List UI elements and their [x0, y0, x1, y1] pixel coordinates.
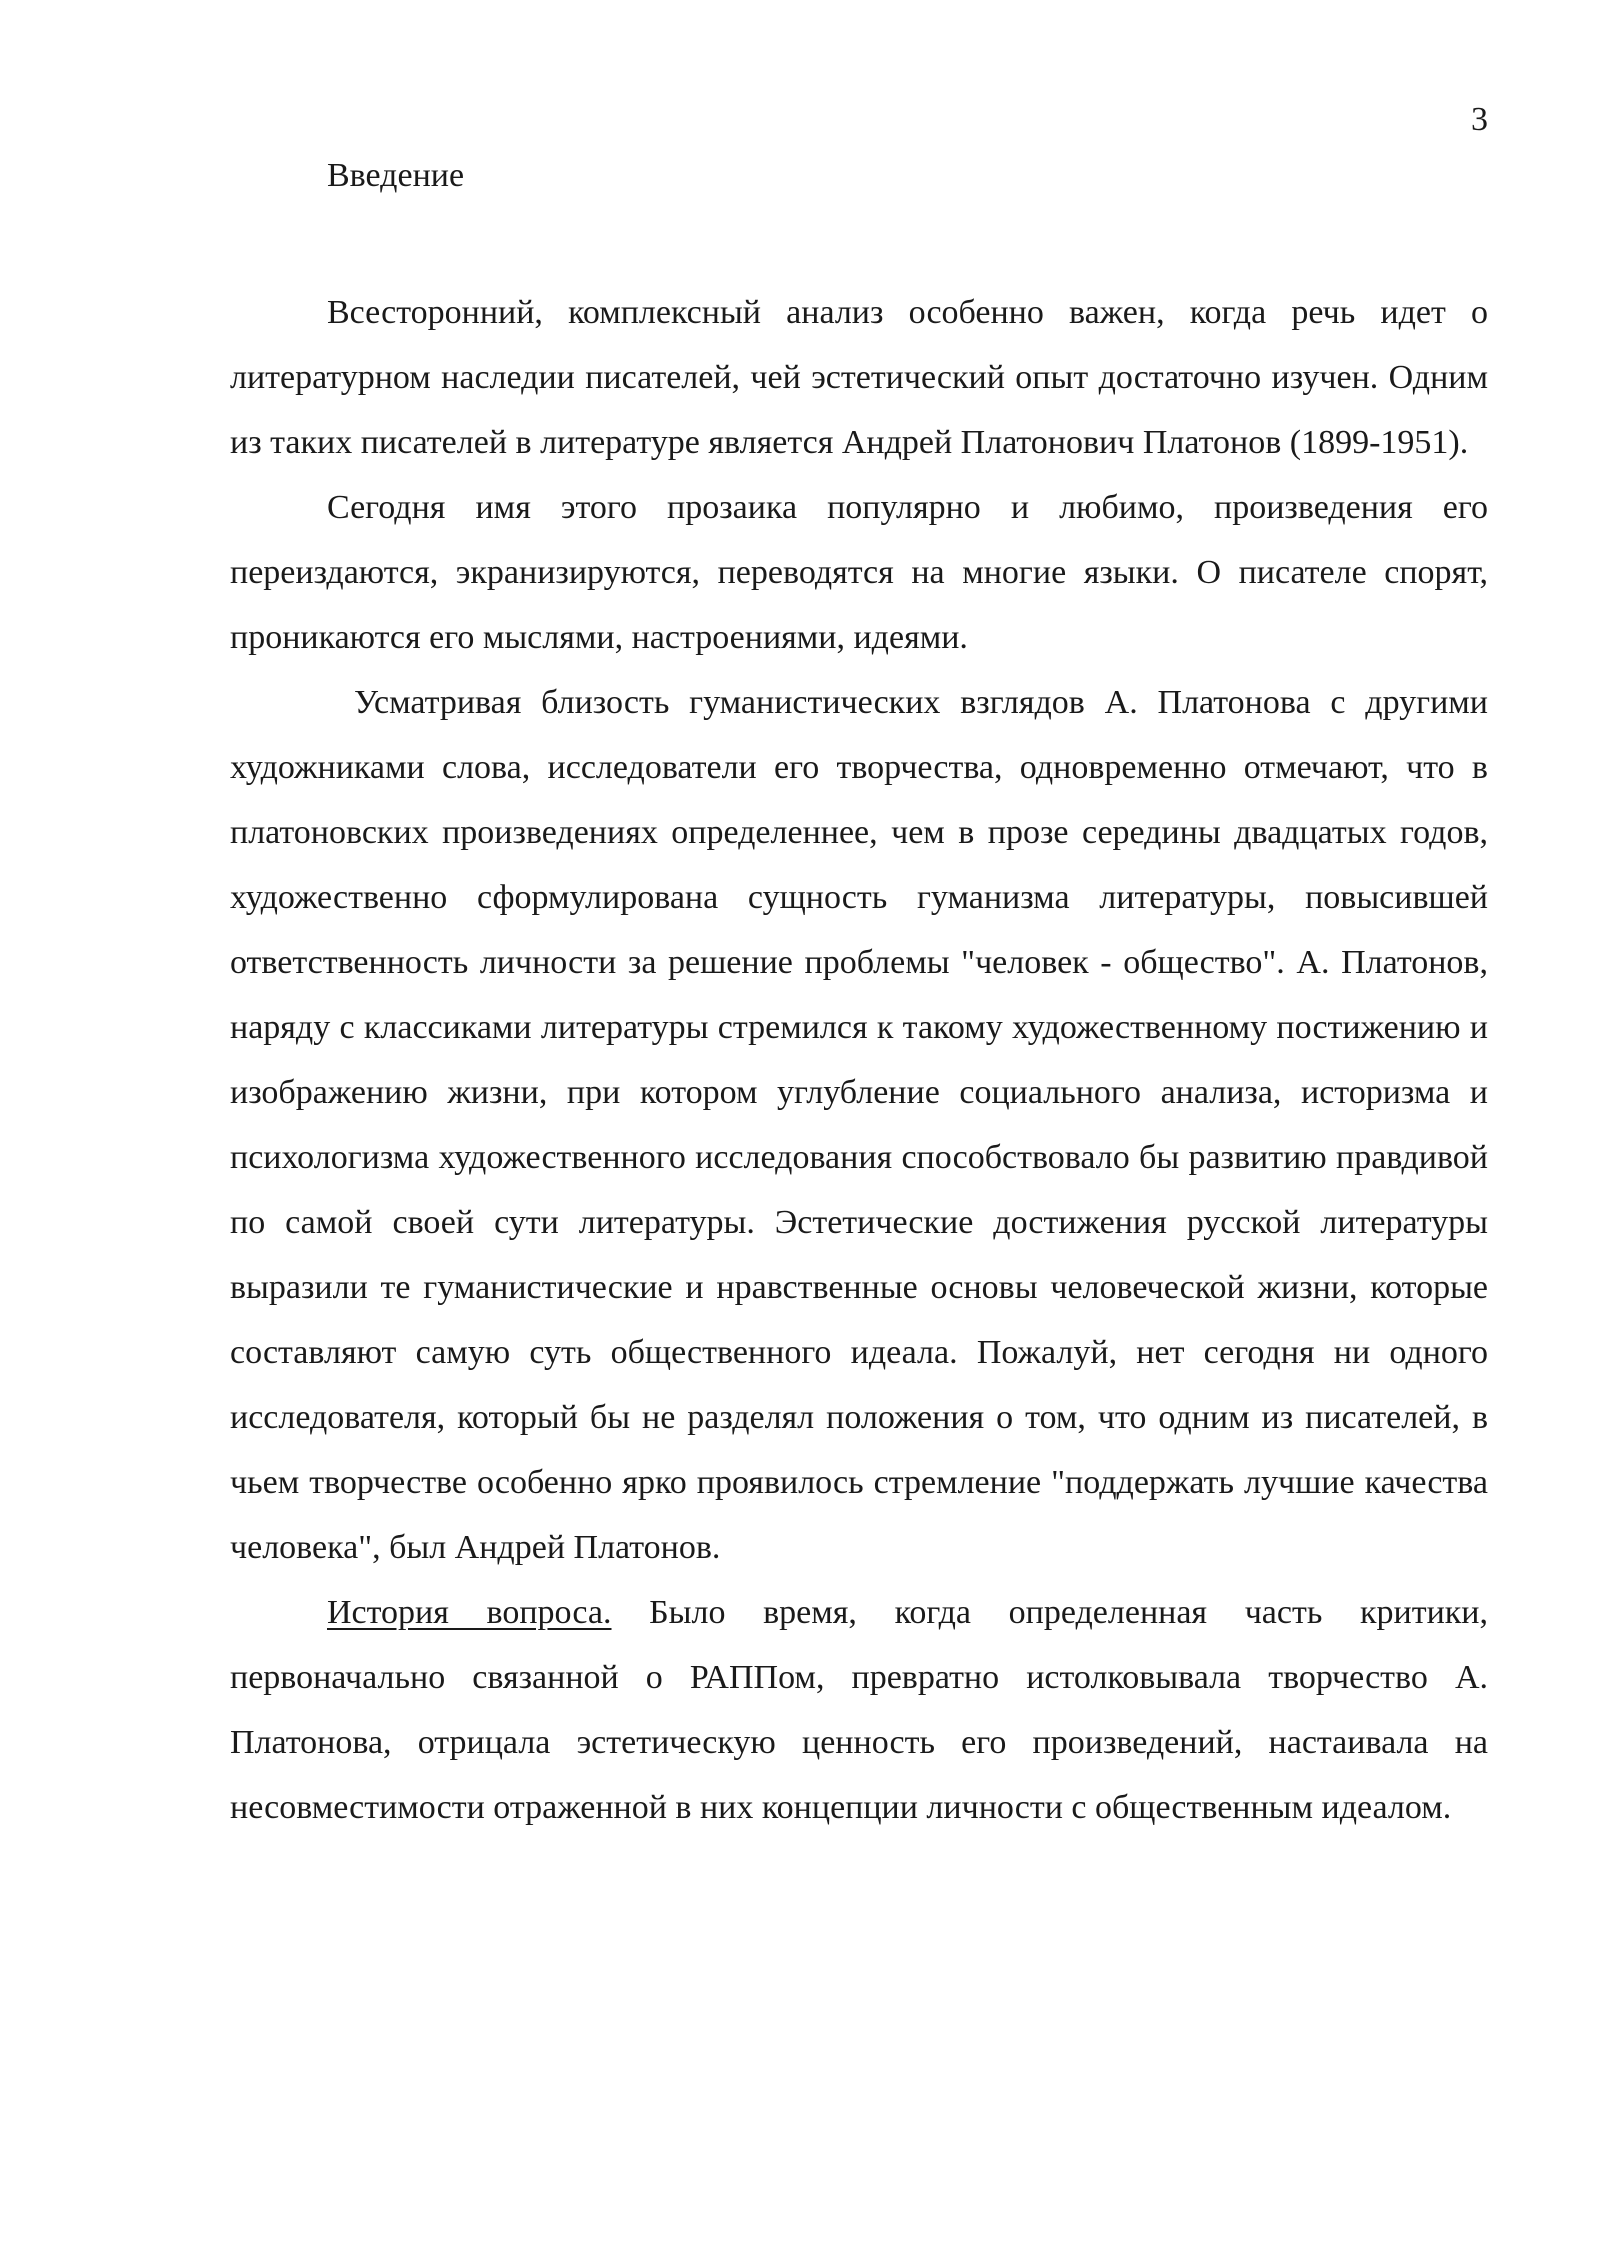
page-number: 3: [1471, 101, 1488, 138]
history-text: Было время, когда определенная часть критики, первоначально связанной о РАППом, превратно истолковывала творчество А. Платонова, отрицала эстетическую ценность его произведений, настаивала на несовместимости отраженной в них концепции личности с общественным идеалом.: [230, 1594, 1488, 1826]
section-heading: Введение: [327, 157, 465, 194]
paragraph-humanism: Усматривая близость гуманистических взглядов А. Платонова с другими художниками слова, исследователи его творчества, одновременно отмечают, что в платоновских произведениях определеннее, чем в прозе середины двадцатых годов, художественно сформулирована сущность гуманизма литературы, повысившей ответственность личности за решение проблемы "человек - общество". А. Платонов, наряду с классиками литературы стремился к такому художественному постижению и изображению жизни, при котором углубление социального анализа, историзма и психологизма художественного исследования способствовало бы развитию правдивой по самой своей сути литературы. Эстетические достижения русской литературы выразили те гуманистические и нравственные основы человеческой жизни, которые составляют самую суть общественного идеала. Пожалуй, нет сегодня ни одного исследователя, который бы не разделял положения о том, что одним из писателей, в чьем творчестве особенно ярко проявилось стремление "поддержать лучшие качества человека", был Андрей Платонов.: [230, 684, 1488, 1566]
paragraph-intro: Всесторонний, комплексный анализ особенно важен, когда речь идет о литературном наследии писателей, чей эстетический опыт достаточно изучен. Одним из таких писателей в литературе является Андрей Платонович Платонов (1899-1951).: [230, 294, 1488, 461]
heading-spacer: [230, 222, 1488, 280]
document-body: [230, 152, 1488, 1840]
paragraph-popularity: Сегодня имя этого прозаика популярно и любимо, произведения его переиздаются, экранизируются, переводятся на многие языки. О писателе спорят, проникаются его мыслями, настроениями, идеями.: [230, 489, 1488, 656]
history-label: История вопроса.: [327, 1594, 612, 1631]
paragraph-history: [230, 1580, 1488, 1840]
